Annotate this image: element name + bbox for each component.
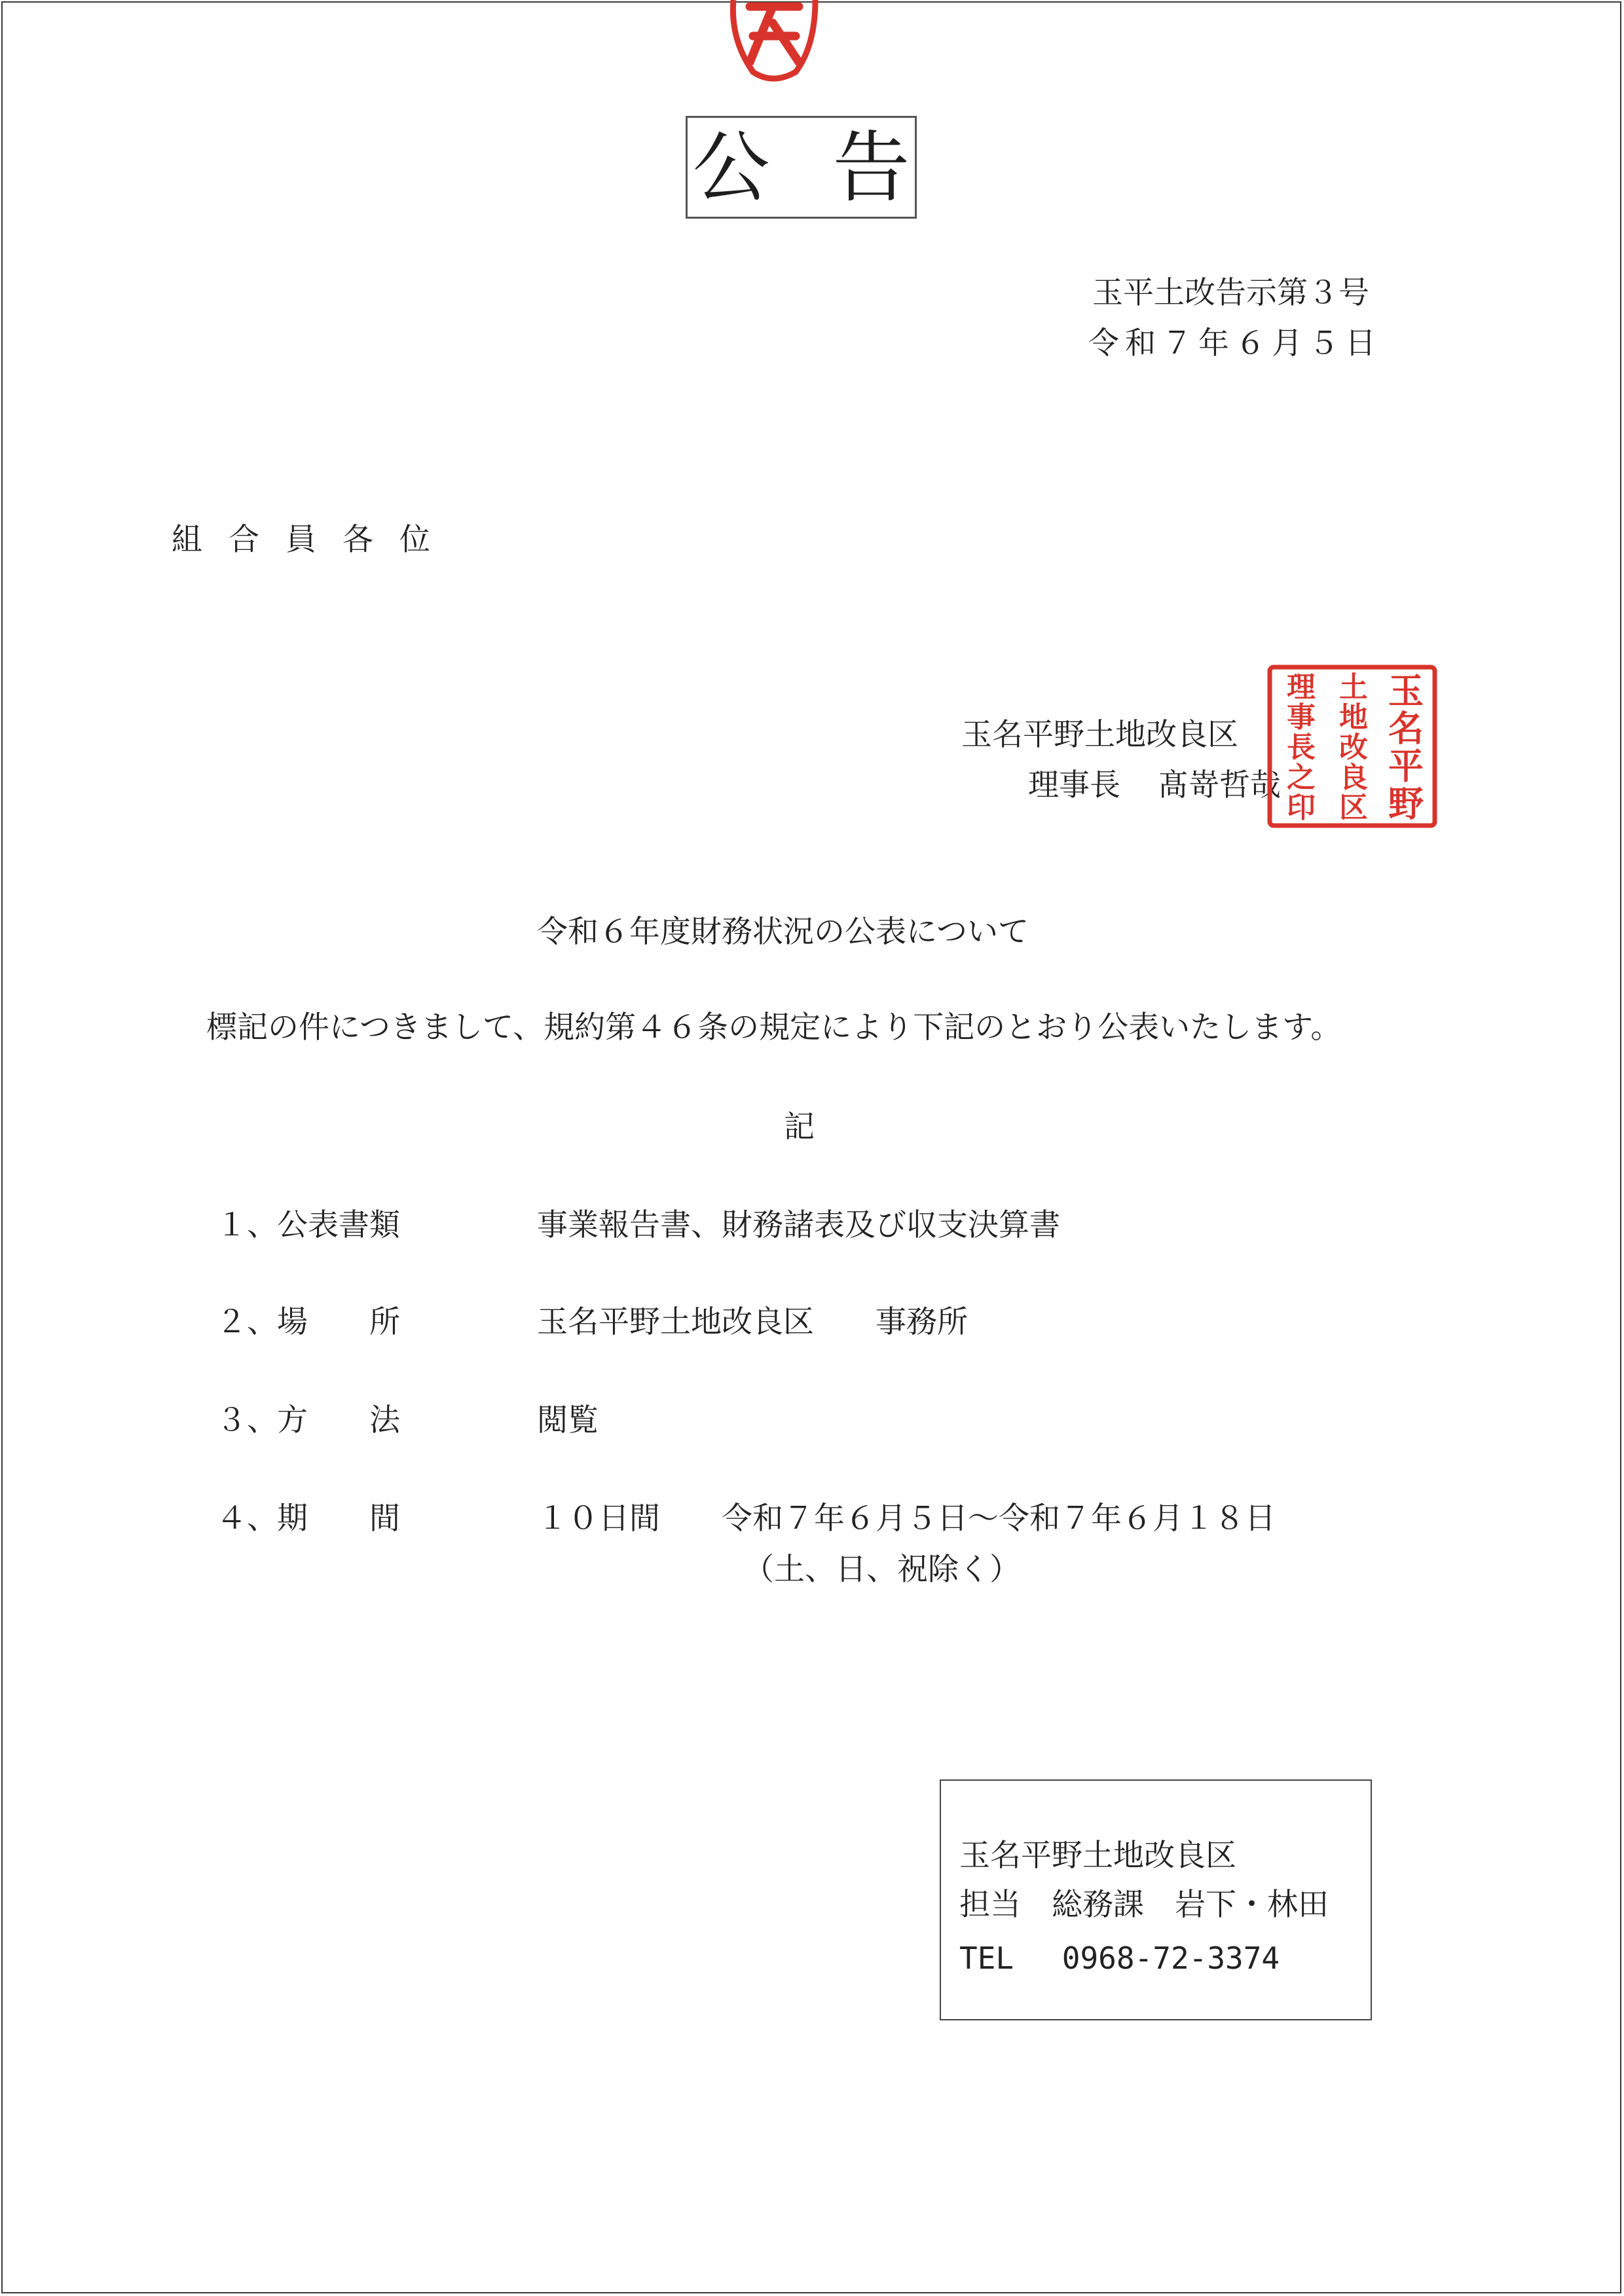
issuer-name: 髙嵜哲哉 xyxy=(1158,767,1281,803)
item-number: １、 xyxy=(216,1207,278,1243)
item-label: 期間 xyxy=(277,1501,462,1537)
official-seal xyxy=(1267,665,1437,828)
seal-character: 改 xyxy=(1339,731,1368,765)
issuer-role: 理事長 xyxy=(1028,767,1120,803)
notice-title-box xyxy=(686,116,973,219)
received-stamp xyxy=(724,0,822,85)
item-note: （土、日、祝除く） xyxy=(743,1552,1020,1588)
notice-date: 令和７年６月５日 xyxy=(1088,325,1382,361)
item-number: ３、 xyxy=(216,1402,278,1438)
subject-line: 令和６年度財務状況の公表について xyxy=(537,914,1029,950)
item-value: 玉名平野土地改良区 事務所 xyxy=(537,1304,968,1340)
seal-character: 区 xyxy=(1339,791,1368,825)
issuer-organization: 玉名平野土地改良区 xyxy=(961,717,1238,753)
item-number: ２、 xyxy=(216,1304,278,1340)
item-label: 方法 xyxy=(277,1402,462,1438)
contact-tel: TEL 0968-72-3374 xyxy=(959,1941,1280,1976)
item-number: ４、 xyxy=(216,1501,278,1537)
item-value: 事業報告書、財務諸表及び収支決算書 xyxy=(537,1207,1060,1243)
item-value: 閲覧 xyxy=(537,1402,599,1438)
seal-character: 地 xyxy=(1339,701,1368,735)
notice-title: 公告 xyxy=(692,122,973,213)
seal-character: 印 xyxy=(1287,791,1316,825)
seal-character: 名 xyxy=(1388,707,1424,750)
seal-character: 事 xyxy=(1287,701,1316,735)
seal-character: 長 xyxy=(1287,731,1316,765)
ki-heading: 記 xyxy=(784,1109,815,1145)
contact-organization: 玉名平野土地改良区 xyxy=(959,1838,1236,1874)
seal-character: 野 xyxy=(1388,782,1424,825)
seal-character: 良 xyxy=(1339,761,1368,795)
seal-character: 玉 xyxy=(1388,670,1424,712)
seal-character: 平 xyxy=(1388,745,1424,788)
contact-box xyxy=(940,1779,1372,2020)
addressee: 組合員各位 xyxy=(172,522,456,558)
seal-character: 理 xyxy=(1287,670,1316,704)
seal-character: 之 xyxy=(1287,761,1316,795)
seal-character: 土 xyxy=(1339,670,1368,704)
body-text: 標記の件につきまして、規約第４６条の規定により下記のとおり公表いたします。 xyxy=(206,1010,1342,1046)
item-value: １０日間 令和７年６月５日～令和７年６月１８日 xyxy=(537,1501,1276,1537)
contact-person: 担当 総務課 岩下・林田 xyxy=(959,1887,1329,1923)
notice-number: 玉平土改告示第３号 xyxy=(1092,275,1369,311)
item-label: 公表書類 xyxy=(277,1207,400,1243)
item-label: 場所 xyxy=(277,1304,462,1340)
